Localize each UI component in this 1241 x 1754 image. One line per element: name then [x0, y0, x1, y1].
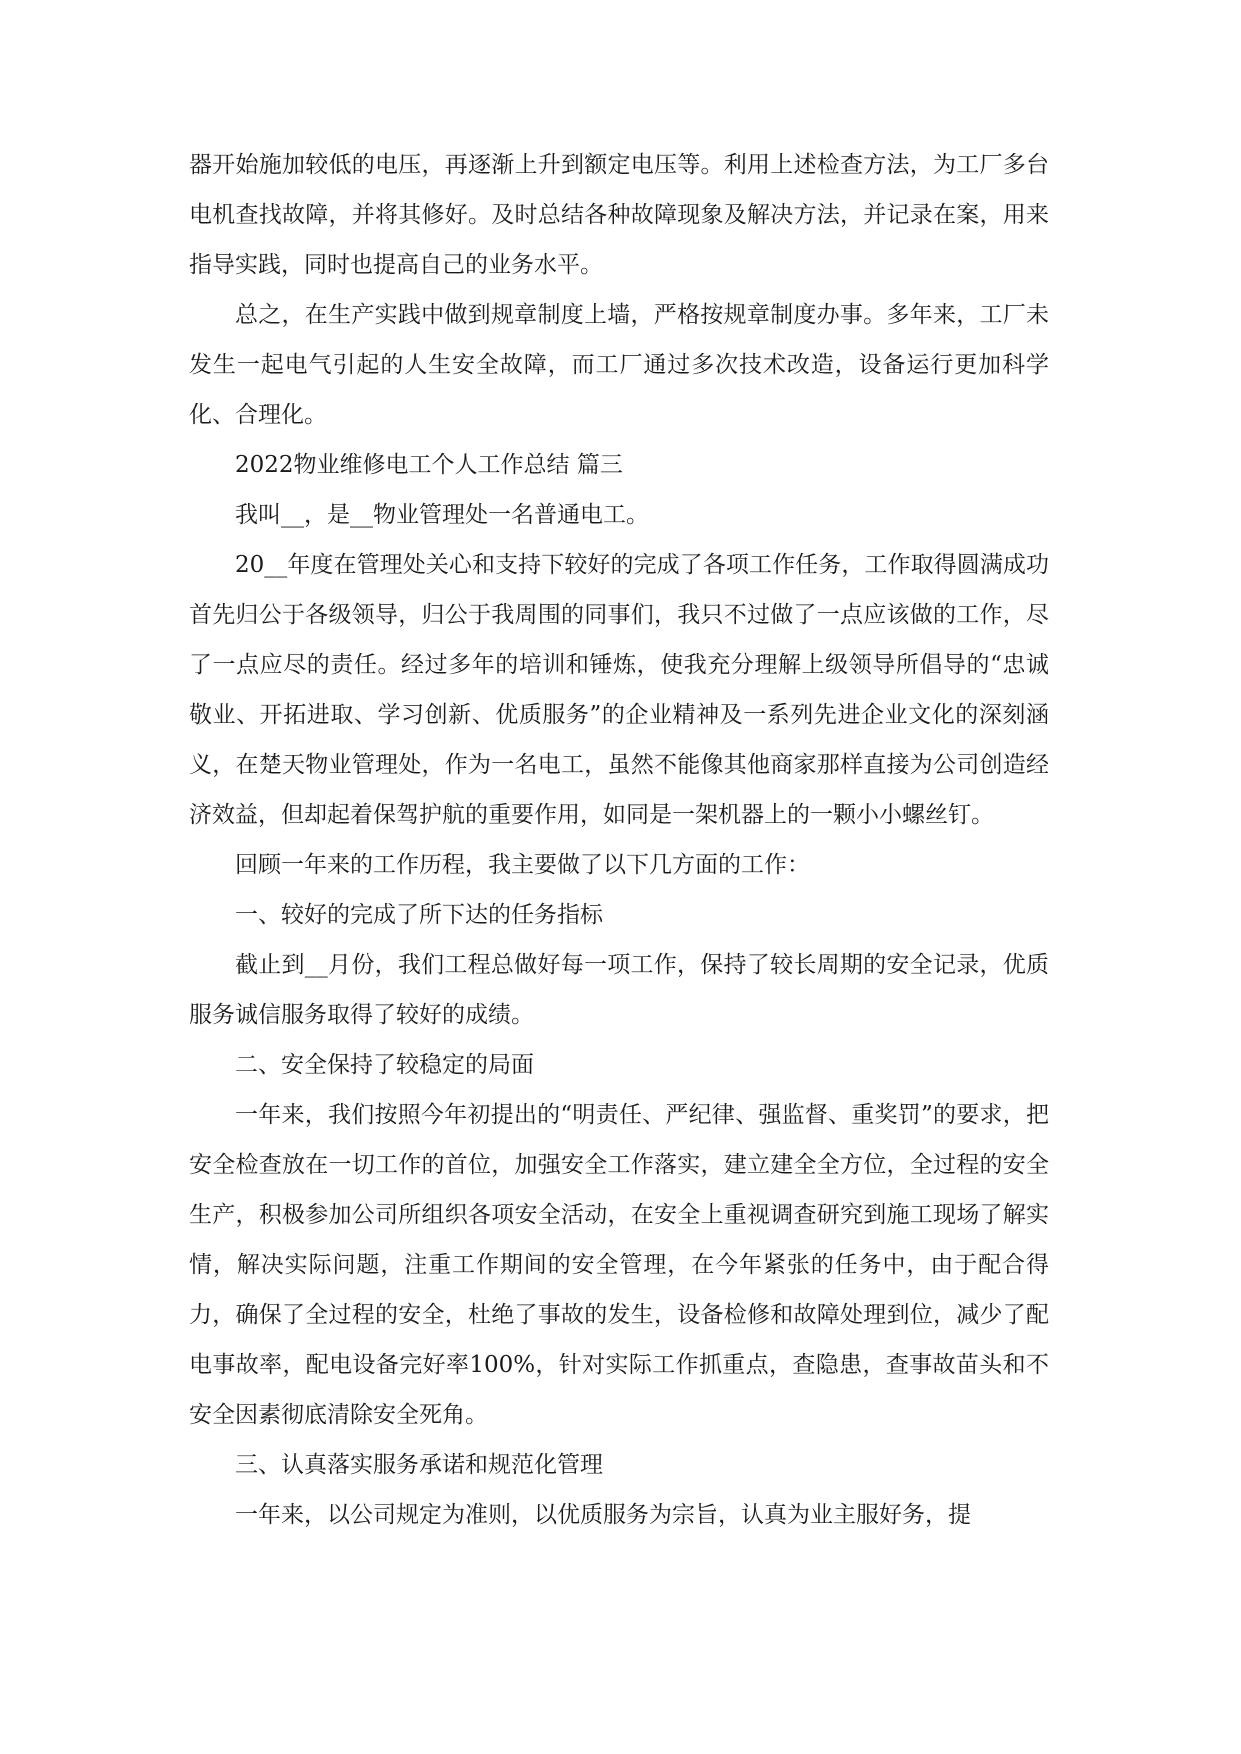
paragraph-self-intro: 我叫__，是__物业管理处一名普通电工。: [235, 502, 649, 528]
paragraph-service-commitment: 一年来，以公司规定为准则，以优质服务为宗旨，认真为业主服好务，提: [235, 1502, 971, 1528]
paragraph-summary: 总之，在生产实践中做到规章制度上墙，严格按规章制度办事。多年来，工厂未发生一起电气引起的人生安全故障，而工厂通过多次技术改造，设备运行更加科学化、合理化。: [189, 302, 1049, 428]
paragraph-task-targets: 截止到__月份，我们工程总做好每一项工作，保持了较长周期的安全记录，优质服务诚信服务取得了较好的成绩。: [189, 952, 1049, 1028]
heading-task-targets: 一、较好的完成了所下达的任务指标: [235, 902, 603, 928]
paragraph-annual-review: 20__年度在管理处关心和支持下较好的完成了各项工作任务，工作取得圆满成功首先归公于各级领导，归公于我周围的同事们，我只不过做了一点应该做的工作，尽了一点应尽的责任。经过多年的培训和锤炼，使我充分理解上级领导所倡导的“忠诚敬业、开拓进取、学习创新、优质服务”的企业精神及一系列先进企业文化的深刻涵义，在楚天物业管理处，作为一名电工，虽然不能像其他商家那样直接为公司创造经济效益，但却起着保驾护航的重要作用，如同是一架机器上的一颗小小螺丝钉。: [189, 552, 1049, 828]
paragraph-fault-check-method: 器开始施加较低的电压，再逐渐上升到额定电压等。利用上述检查方法，为工厂多台电机查找故障，并将其修好。及时总结各种故障现象及解决方法，并记录在案，用来指导实践，同时也提高自己的业务水平。: [189, 152, 1049, 278]
heading-safety: 二、安全保持了较稳定的局面: [235, 1052, 534, 1078]
section-title: 2022物业维修电工个人工作总结 篇三: [235, 452, 623, 478]
paragraph-review-intro: 回顾一年来的工作历程，我主要做了以下几方面的工作：: [235, 852, 810, 878]
paragraph-safety: 一年来，我们按照今年初提出的“明责任、严纪律、强监督、重奖罚”的要求，把安全检查放在一切工作的首位，加强安全工作落实，建立建全全方位，全过程的安全生产，积极参加公司所组织各项安全活动，在安全上重视调查研究到施工现场了解实情，解决实际问题，注重工作期间的安全管理，在今年紧张的任务中，由于配合得力，确保了全过程的安全，杜绝了事故的发生，设备检修和故障处理到位，减少了配电事故率，配电设备完好率100%，针对实际工作抓重点，查隐患，查事故苗头和不安全因素彻底清除安全死角。: [189, 1102, 1049, 1428]
document-page: [189, 140, 1049, 1540]
heading-service-commitment: 三、认真落实服务承诺和规范化管理: [235, 1452, 603, 1478]
